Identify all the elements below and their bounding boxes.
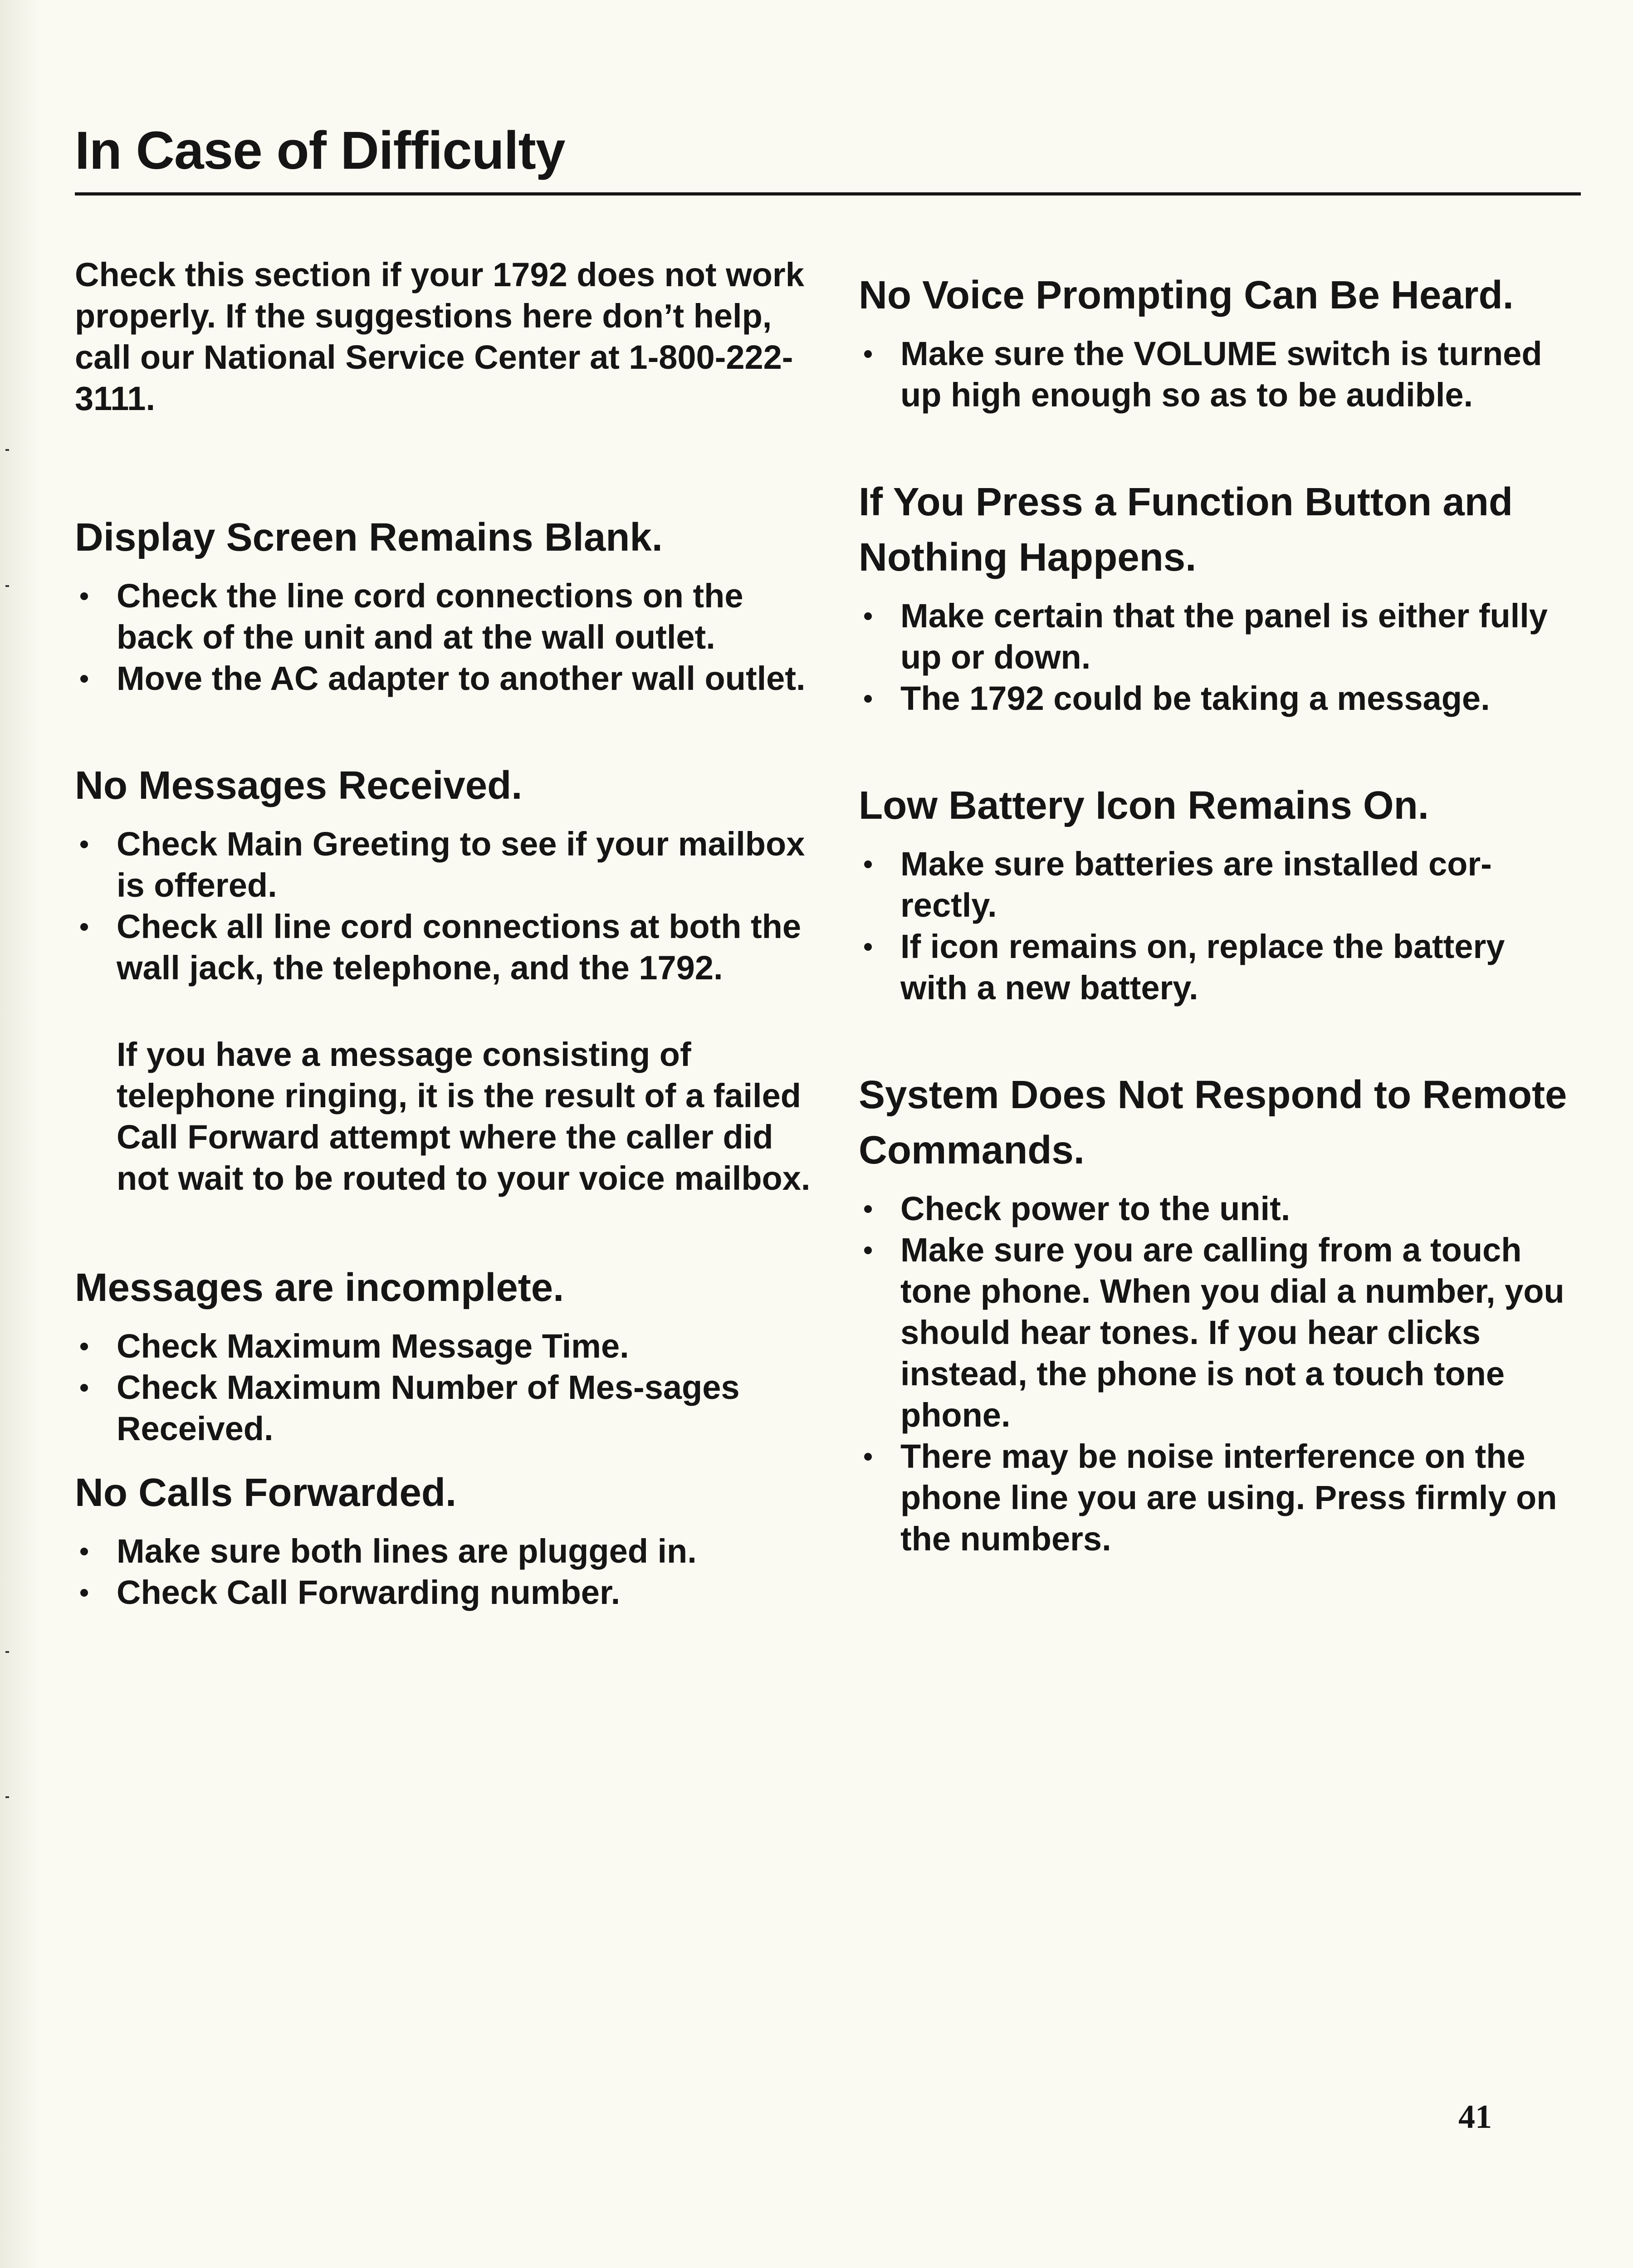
list-item: Check the line cord connections on the back of the unit and at the wall outlet.	[75, 575, 814, 658]
list-item: Move the AC adapter to another wall outlet.	[75, 658, 814, 699]
section-heading: Display Screen Remains Blank.	[75, 515, 663, 559]
list-item: Check Main Greeting to see if your mailbox is offered.	[75, 823, 814, 906]
section-heading: System Does Not Respond to Remote Commands.	[859, 1073, 1567, 1172]
bullet-list	[75, 1530, 814, 1613]
list-item: Make sure batteries are installed cor-rectly.	[859, 843, 1580, 926]
list-item: Make certain that the panel is either fully up or down.	[859, 595, 1580, 678]
left-column	[75, 245, 814, 1613]
section-heading: Messages are incomplete.	[75, 1266, 564, 1310]
title-rule	[75, 192, 1581, 196]
bullet-list	[75, 575, 814, 699]
page-title: In Case of Difficulty	[75, 121, 565, 181]
margin-mark	[5, 1796, 9, 1798]
margin-mark	[5, 1651, 9, 1653]
section-heading: No Voice Prompting Can Be Heard.	[859, 273, 1514, 317]
list-item: Make sure both lines are plugged in.	[75, 1530, 814, 1572]
section-no-calls-forwarded	[75, 1465, 814, 1613]
margin-mark	[5, 449, 9, 451]
right-column	[859, 245, 1580, 1559]
section-heading: Low Battery Icon Remains On.	[859, 783, 1429, 827]
section-display-blank	[75, 510, 814, 699]
list-item: Make sure you are calling from a touch tone phone. When you dial a number, you should hear tones. If you hear clicks instead, the phone is not a touch tone phone.	[859, 1229, 1580, 1436]
bullet-list	[75, 1325, 814, 1449]
list-item: The 1792 could be taking a message.	[859, 678, 1580, 719]
section-no-messages	[75, 758, 814, 1199]
section-low-battery	[859, 778, 1580, 1008]
list-item: There may be noise interference on the phone line you are using. Press firmly on the numbers.	[859, 1436, 1580, 1559]
list-item: Check all line cord connections at both the wall jack, the telephone, and the 1792.	[75, 906, 814, 988]
section-no-voice-prompting	[859, 268, 1580, 415]
bullet-list	[859, 1188, 1580, 1559]
margin-mark	[5, 585, 9, 587]
bullet-list	[859, 595, 1580, 719]
list-item: Make sure the VOLUME switch is turned up high enough so as to be audible.	[859, 333, 1580, 415]
bullet-list	[859, 843, 1580, 1008]
list-item: Check Call Forwarding number.	[75, 1572, 814, 1613]
intro-paragraph: Check this section if your 1792 does not work properly. If the suggestions here don’t help, call our National Service Center at 1-800-222-3111.	[75, 256, 804, 417]
bullet-list	[859, 333, 1580, 415]
section-remote-commands	[859, 1067, 1580, 1559]
section-heading: No Messages Received.	[75, 763, 523, 807]
list-item: If icon remains on, replace the battery with a new battery.	[859, 926, 1580, 1008]
list-item: Check power to the unit.	[859, 1188, 1580, 1229]
page-number: 41	[1458, 2098, 1492, 2136]
section-heading: No Calls Forwarded.	[75, 1471, 457, 1515]
section-heading: If You Press a Function Button and Nothing Happens.	[859, 480, 1513, 579]
list-item: Check Maximum Message Time.	[75, 1325, 814, 1367]
page-edge-shadow	[0, 0, 41, 2268]
list-item: Check Maximum Number of Mes-sages Received.	[75, 1367, 814, 1449]
section-messages-incomplete	[75, 1260, 814, 1449]
note-paragraph: If you have a message consisting of telephone ringing, it is the result of a failed Call Forward attempt where the caller did not wait to be routed to your voice mailbox.	[117, 1036, 811, 1197]
section-function-button	[859, 474, 1580, 719]
bullet-list	[75, 823, 814, 988]
